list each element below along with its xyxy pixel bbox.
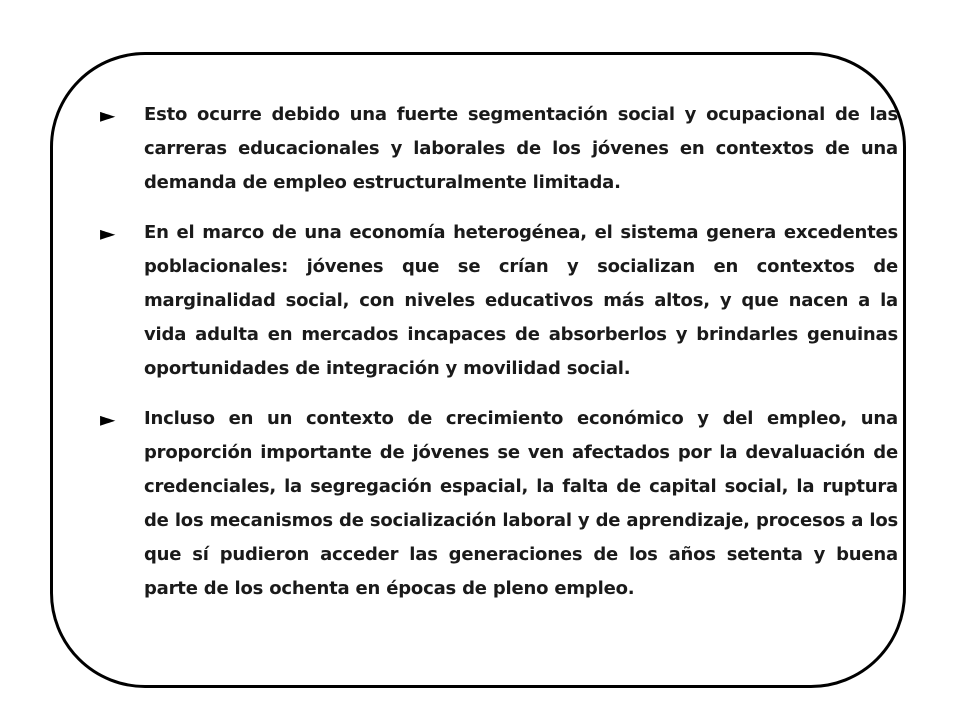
bullet-text-3: Incluso en un contexto de crecimiento económico y del empleo, una proporción importante de jóvenes se ven afectados por la devaluación de credenciales, la segregación espacial, la falta de capital social, la ruptura de los mecanismos de socialización laboral y de aprendizaje, procesos a los que sí pudieron acceder las generaciones de los años setenta y buena parte de los ochenta en épocas de pleno empleo. xyxy=(144,408,898,599)
triangle-bullet-icon: ► xyxy=(100,407,116,431)
bullet-item-2 xyxy=(100,216,898,386)
bullet-item-1 xyxy=(100,98,898,200)
bullet-text-2: En el marco de una economía heterogénea, el sistema genera excedentes poblacionales: jóvenes que se crían y socializan en contextos de marginalidad social, con niveles educativos más altos, y que nacen a la vida adulta en mercados incapaces de absorberlos y brindarles genuinas oportunidades de integración y movilidad social. xyxy=(144,222,898,379)
bullet-list xyxy=(100,98,898,622)
bullet-text-1: Esto ocurre debido una fuerte segmentación social y ocupacional de las carreras educacionales y laborales de los jóvenes en contextos de una demanda de empleo estructuralmente limitada. xyxy=(144,104,898,193)
bullet-item-3 xyxy=(100,402,898,606)
triangle-bullet-icon: ► xyxy=(100,103,116,127)
triangle-bullet-icon: ► xyxy=(100,221,116,245)
